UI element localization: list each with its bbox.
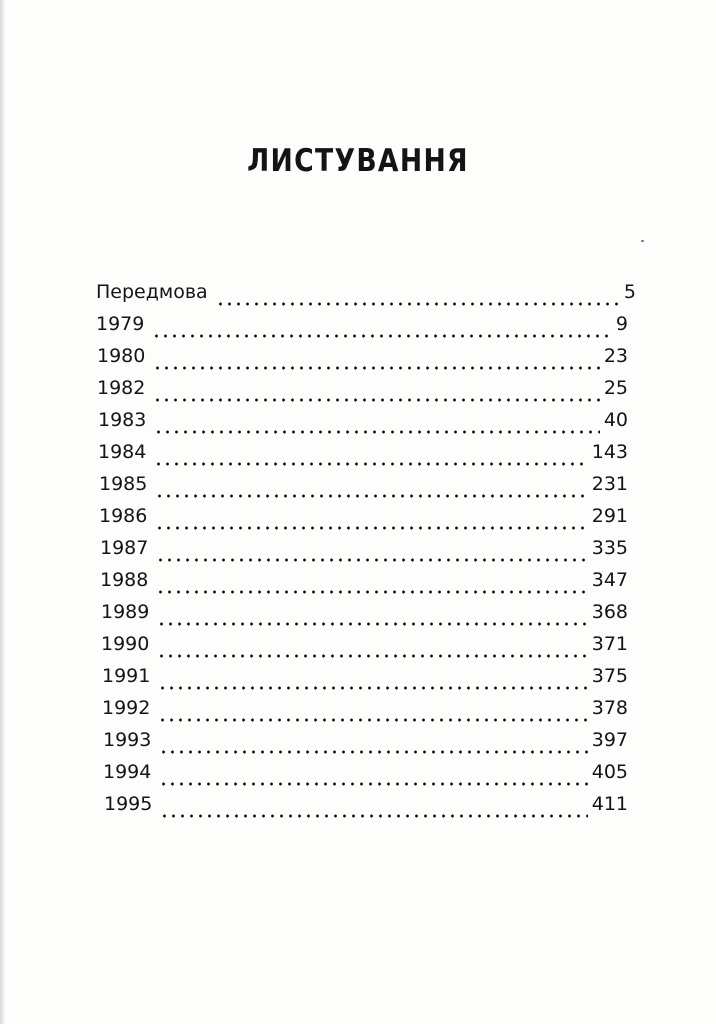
toc-leader-dots [160,814,587,818]
toc-entry [100,537,628,569]
table-of-contents [96,281,636,825]
toc-leader-dots [216,302,620,306]
toc-entry-page: 347 [591,569,628,591]
toc-entry-page: 375 [591,665,628,687]
toc-entry-page: 371 [591,633,628,655]
toc-leader-dots [153,366,599,370]
toc-entry-label: 1995 [104,793,153,815]
toc-entry [103,729,628,761]
toc-entry-page: 335 [591,537,628,559]
toc-entry [102,665,628,697]
toc-entry [97,377,628,409]
toc-leader-dots [158,686,587,690]
toc-leader-dots [158,718,587,722]
toc-entry [103,761,628,793]
toc-entry-page: 411 [591,793,628,815]
toc-leader-dots [159,782,587,786]
toc-leader-dots [155,526,587,530]
toc-leader-dots [153,398,599,402]
page-binding-edge [0,0,6,1024]
toc-entry-label: 1984 [98,441,147,463]
toc-entry-label: 1987 [100,537,149,559]
toc-entry [97,345,628,377]
toc-entry-label: 1992 [102,697,151,719]
toc-entry [99,473,628,505]
toc-entry-page: 405 [591,761,628,783]
toc-leader-dots [157,654,587,658]
toc-entry-page: 5 [623,281,636,303]
toc-entry-page: 378 [591,697,628,719]
toc-entry-page: 291 [591,505,628,527]
toc-entry-label: 1985 [99,473,148,495]
toc-entry-label: 1994 [103,761,152,783]
toc-entry-page: 25 [603,377,628,399]
toc-entry-label: 1980 [97,345,146,367]
print-speck [641,240,644,242]
toc-entry-label: 1989 [101,601,150,623]
toc-entry-label: 1991 [102,665,151,687]
toc-entry-label: 1983 [98,409,147,431]
toc-entry [96,281,636,313]
toc-leader-dots [157,622,587,626]
toc-entry [101,633,628,665]
toc-entry-page: 9 [615,313,628,335]
toc-entry-label: 1982 [97,377,146,399]
toc-leader-dots [154,430,599,434]
toc-entry-label: 1990 [101,633,150,655]
toc-entry [96,313,628,345]
toc-entry [98,441,628,473]
toc-entry [102,697,628,729]
toc-leader-dots [155,494,587,498]
toc-leader-dots [156,590,587,594]
toc-entry-label: 1979 [96,313,145,335]
toc-entry-page: 231 [591,473,628,495]
toc-entry [98,409,628,441]
toc-entry-label: 1986 [99,505,148,527]
toc-entry-page: 368 [591,601,628,623]
toc-entry [100,569,628,601]
toc-entry [101,601,628,633]
toc-entry [99,505,628,537]
toc-leader-dots [154,462,587,466]
toc-leader-dots [152,334,612,338]
toc-leader-dots [159,750,587,754]
toc-entry-page: 40 [603,409,628,431]
toc-entry-page: 23 [603,345,628,367]
toc-entry [104,793,628,825]
toc-entry-page: 143 [591,441,628,463]
toc-entry-label: 1993 [103,729,152,751]
toc-entry-page: 397 [591,729,628,751]
page-title: ЛИСТУВАННЯ [247,143,469,179]
toc-entry-label: 1988 [100,569,149,591]
toc-entry-label: Передмова [96,281,208,303]
toc-leader-dots [156,558,587,562]
